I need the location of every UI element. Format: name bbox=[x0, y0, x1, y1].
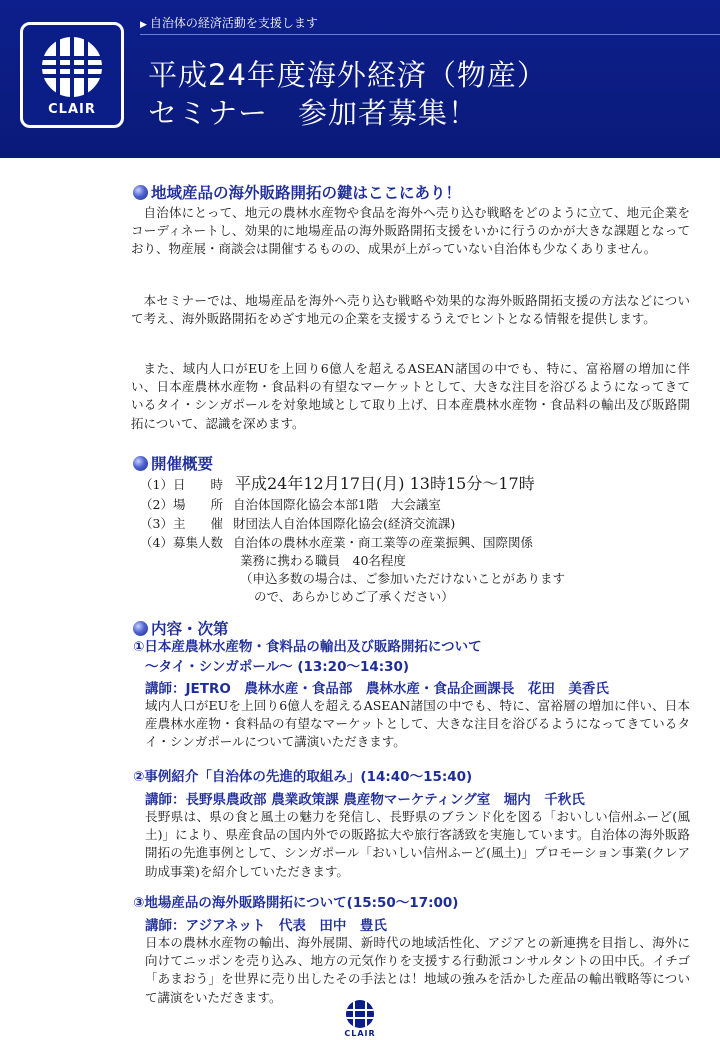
triangle-right-icon: ▶ bbox=[140, 20, 147, 30]
capacity-note-1: （申込多数の場合は、ご参加いただけないことがあります bbox=[240, 571, 566, 586]
tagline-bar bbox=[140, 14, 720, 35]
capacity-note-2: ので、あらかじめご了承ください） bbox=[254, 589, 454, 604]
intro-paragraph-2: 本セミナーでは、地場産品を海外へ売り込む戦略や効果的な海外販路開拓支援の方法などについて考え、海外販路開拓をめざす地元の企業を支援するうえでヒントとなる情報を提供します。 bbox=[131, 293, 690, 327]
overview-capacity-row bbox=[140, 534, 533, 552]
overview-heading-text: 開催概要 bbox=[151, 455, 214, 473]
capacity-value-2: 業務に携わる職員 40名程度 bbox=[240, 553, 406, 568]
capacity-label: （4）募集人数 bbox=[140, 535, 223, 550]
sphere-bullet-icon bbox=[133, 456, 148, 471]
session-3-speaker: 講師：アジアネット 代表 田中 豊氏 bbox=[145, 918, 387, 934]
program-heading bbox=[133, 617, 229, 639]
sphere-bullet-icon bbox=[133, 185, 148, 200]
session-1-title-1: ①日本産農林水産物・食料品の輸出及び販路開拓について bbox=[133, 639, 482, 655]
title-line-2: セミナー 参加者募集！ bbox=[148, 96, 479, 130]
host-label: （3）主 催 bbox=[140, 516, 223, 531]
intro-paragraph-3: また、域内人口がEUを上回り6億人を超えるASEAN諸国の中でも、特に、富裕層の増加に伴い、日本産農林水産物・食品料の有望なマーケットとして、大きな注目を浴びるようになってきているタイ・シンガポールを対象地域として取り上げ、日本産農林水産物・食品料の輸出及び販路開拓について、認識を深めます。 bbox=[131, 361, 690, 431]
page-title bbox=[148, 56, 547, 132]
host-value: 財団法人自治体国際化協会(経済交流課) bbox=[232, 516, 456, 531]
overview-date-row bbox=[140, 475, 535, 494]
session-3-description: 日本の農林水産物の輸出、海外展開、新時代の地域活性化、アジアとの新連携を目指し、海外に向けてニッポンを売り込み、地方の元気作りを支援する行動派コンサルタントの田中氏。イチゴ「あまおう」を世界に売り出したその手法とは！地域の強みを活かした産品の輸出戦略等について講演をいただきます。 bbox=[145, 935, 690, 1005]
clair-logo bbox=[20, 22, 124, 128]
session-2-speaker: 講師：長野県農政部 農業政策課 農産物マーケティング室 堀内 千秋氏 bbox=[145, 792, 585, 808]
overview-place-row bbox=[140, 496, 441, 514]
session-1-speaker: 講師：JETRO 農林水産・食品部 農林水産・食品企画課長 花田 美香氏 bbox=[145, 681, 609, 697]
date-value: 平成24年12月17日(月) 13時15分～17時 bbox=[234, 474, 535, 493]
tagline: 自治体の経済活動を支援します bbox=[149, 16, 318, 30]
intro-heading-text: 地域産品の海外販路開拓の鍵はここにあり！ bbox=[151, 184, 462, 202]
capacity-value-1: 自治体の農林水産業・商工業等の産業振興、国際関係 bbox=[232, 535, 533, 550]
session-1-description: 域内人口がEUを上回り6億人を超えるASEAN諸国の中でも、特に、富裕層の増加に伴い、日本産農林水産物・食料品の有望なマーケットとして、大きな注目を浴びるようになってきているタイ・シンガポールについて講演いただきます。 bbox=[145, 698, 690, 750]
globe-icon bbox=[338, 998, 382, 1030]
globe-icon bbox=[23, 29, 121, 109]
logo-text: CLAIR bbox=[48, 102, 96, 117]
session-2-description: 長野県は、県の食と風土の魅力を発信し、長野県のブランド化を図る「おいしい信州ふーど(風土)」により、県産食品の国内外での販路拡大や旅行客誘致を実施しています。自治体の海外販路開拓の先進事例として、シンガポール「おいしい信州ふーど(風土)」プロモーション事業(クレア助成事業)を紹介していただきます。 bbox=[145, 809, 690, 879]
place-value: 自治体国際化協会本部1階 大会議室 bbox=[232, 497, 441, 512]
program-heading-text: 内容・次第 bbox=[151, 620, 229, 638]
title-line-1: 平成24年度海外経済（物産） bbox=[148, 58, 547, 92]
footer-clair-logo bbox=[338, 998, 382, 1040]
place-label: （2）場 所 bbox=[140, 497, 223, 512]
session-1-title-2: ～タイ・シンガポール～ (13:20～14:30) bbox=[145, 659, 410, 675]
session-2-title: ②事例紹介「自治体の先進的取組み」(14:40～15:40) bbox=[133, 769, 473, 785]
header-banner bbox=[0, 0, 720, 158]
footer-logo-text: CLAIR bbox=[344, 1029, 376, 1038]
sphere-bullet-icon bbox=[133, 621, 148, 636]
intro-paragraph-1: 自治体にとって、地元の農林水産物や食品を海外へ売り込む戦略をどのように立て、地元企業をコーディネートし、効果的に地場産品の海外販路開拓支援をいかに行うのかが大きな課題となっており、物産展・商談会は開催するものの、成果が上がっていない自治体も少なくありません。 bbox=[131, 205, 690, 257]
date-label: （1）日 時 bbox=[140, 477, 223, 492]
intro-heading bbox=[133, 181, 461, 203]
overview-host-row bbox=[140, 515, 455, 533]
overview-heading bbox=[133, 452, 213, 474]
session-3-title: ③地場産品の海外販路開拓について(15:50～17:00) bbox=[133, 895, 459, 911]
